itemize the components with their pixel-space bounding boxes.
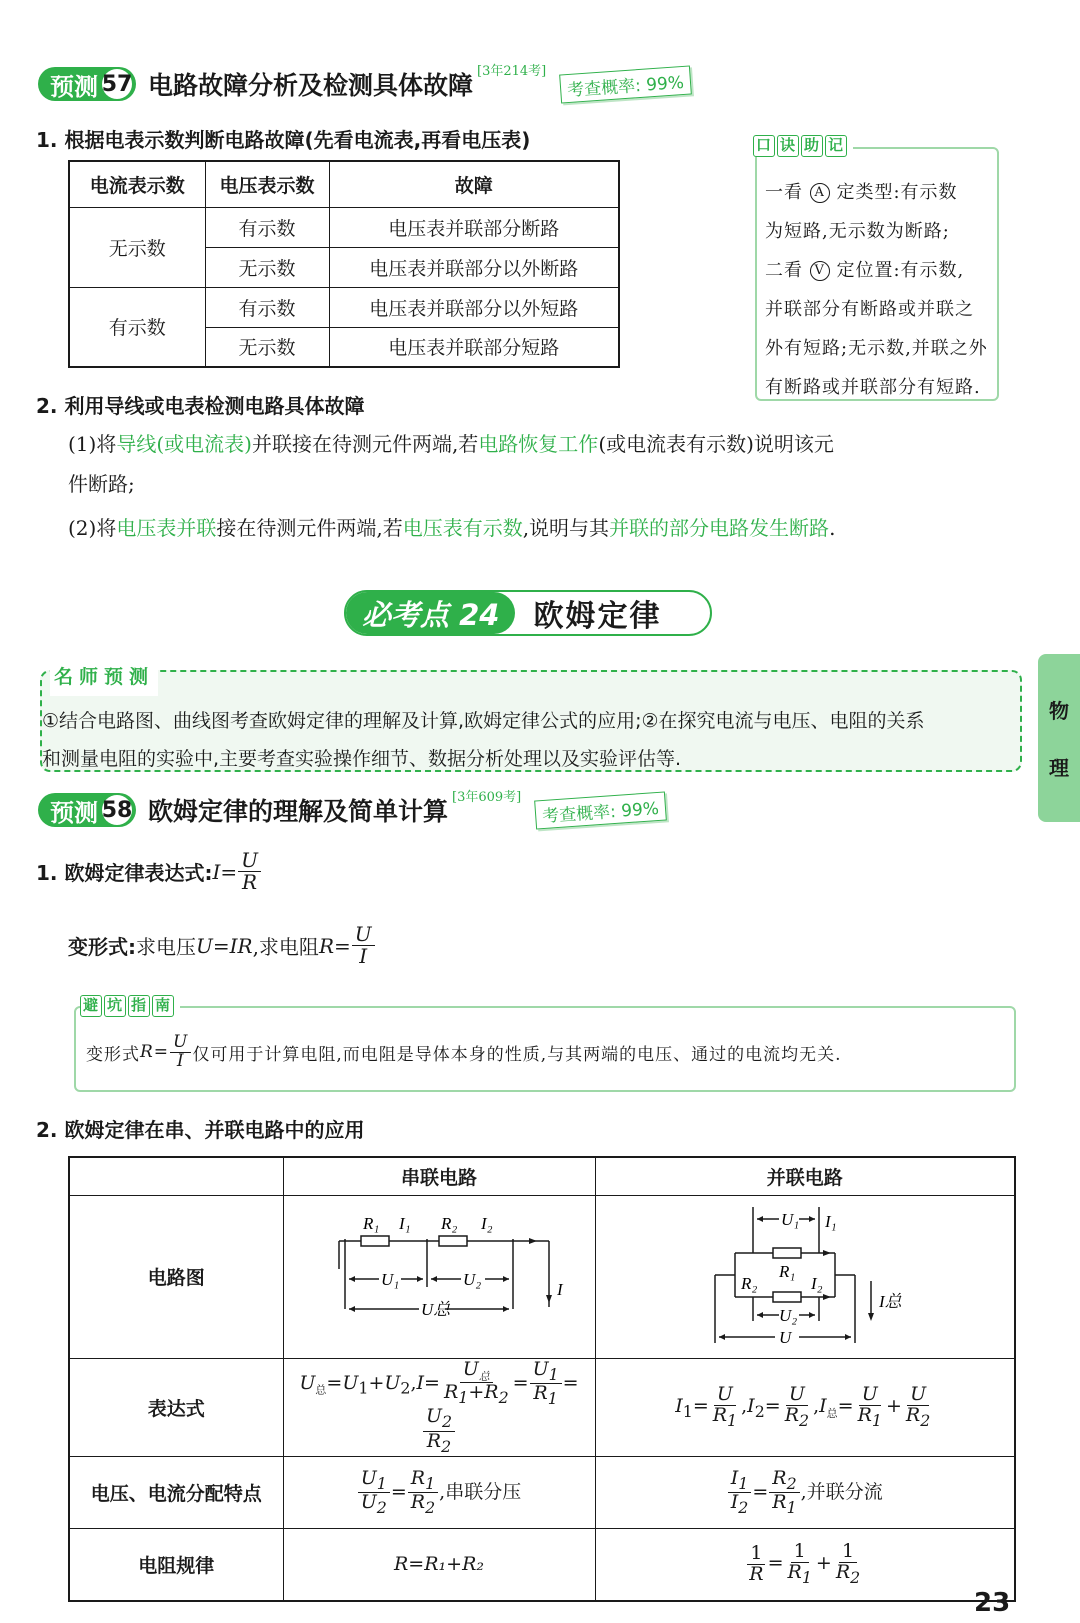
mnemonic-tag: 口 诀 助 记 — [753, 135, 853, 157]
teacher-line: 和测量电阻的实验中,主要考查实验操作细节、数据分析处理以及实验评估等. — [42, 748, 682, 770]
label-R2: R₂ — [740, 1273, 758, 1293]
table-cell: 无示数 — [205, 327, 329, 367]
exam-probability-stamp: 考查概率: 99% — [534, 791, 667, 829]
table-cell: 无示数 — [205, 247, 329, 287]
prediction-title: 欧姆定律的理解及简单计算 — [148, 797, 449, 826]
teacher-prediction-box — [40, 666, 1022, 772]
parallel-resistance: $\frac{1}{R}$ = $\frac{1}{R_1}$ + $\frac{1}{R_2}$ — [595, 1529, 1015, 1601]
table-header: 电流表示数 — [69, 161, 205, 207]
label-I: I — [557, 1280, 563, 1299]
exam-count-note: [3年214考] — [477, 64, 547, 79]
ohm-law-expression: 1. 欧姆定律表达式: I= $\frac{U}{R}$ — [36, 850, 262, 893]
key-point-title: 欧姆定律 — [533, 599, 662, 634]
table-cell: 电压表并联部分短路 — [329, 327, 619, 367]
table-row — [69, 287, 619, 327]
parallel-circuit-diagram — [595, 1195, 1015, 1358]
section-3-heading: 2. 欧姆定律在串、并联电路中的应用 — [36, 1118, 365, 1142]
table-header: 并联电路 — [595, 1157, 1015, 1195]
table-row — [69, 1358, 1015, 1457]
prediction-title: 电路故障分析及检测具体故障 — [148, 71, 474, 100]
avoid-pitfalls-box — [74, 996, 1016, 1092]
table-row — [69, 1457, 1015, 1529]
section-1-heading: 1. 根据电表示数判断电路故障(先看电流表,再看电压表) — [36, 128, 531, 152]
series-distribution: $\frac{U_1}{U_2}$ = $\frac{R_1}{R_2}$ ,串联分压 — [283, 1457, 595, 1529]
table-cell: 电压表并联部分以外短路 — [329, 287, 619, 327]
label-U1: U₁ — [780, 1209, 799, 1229]
key-point-banner — [344, 590, 712, 636]
mnemonic-line: 外有短路;无示数,并联之外 — [765, 338, 988, 359]
exam-count-note: [3年609考] — [452, 790, 522, 805]
row-label: 电路图 — [69, 1195, 283, 1358]
table-cell: 有示数 — [205, 287, 329, 327]
table-row — [69, 207, 619, 247]
subject-tab-physics[interactable]: 物 理 — [1038, 654, 1080, 822]
page-number: 23 — [974, 1588, 1011, 1618]
teacher-prediction-tag: 名师预测 — [50, 658, 158, 696]
table-header: 故障 — [329, 161, 619, 207]
table-header-row — [69, 161, 619, 207]
series-circuit-diagram — [283, 1195, 595, 1358]
label-Utotal: U总 — [421, 1300, 451, 1319]
parallel-expression: $I_1=$ $\frac{U}{R_1}$ $,I_2=$ $\frac{U}{R_2}$ $,I_总=$ $\frac{U}{R_1}$ + $\frac{U}{R_2}$ — [595, 1358, 1015, 1457]
series-parallel-table — [68, 1156, 1016, 1602]
table-header-row — [69, 1157, 1015, 1195]
table-row — [69, 1529, 1015, 1601]
label-U: U — [778, 1327, 792, 1347]
prediction-57-heading — [38, 66, 691, 102]
paragraph-2: (2)将电压表并联接在待测元件两端,若电压表有示数,说明与其并联的部分电路发生断路. — [68, 516, 836, 540]
prediction-badge: 预测 58 — [38, 793, 136, 827]
exam-probability-stamp: 考查概率: 99% — [559, 65, 692, 103]
mnemonic-box — [755, 136, 999, 401]
label-U2: U₂ — [463, 1270, 482, 1289]
prediction-58-heading — [38, 792, 666, 828]
parallel-distribution: $\frac{I_1}{I_2}$ = $\frac{R_2}{R_1}$ ,并联分流 — [595, 1457, 1015, 1529]
mnemonic-line: 为短路,无示数为断路; — [765, 221, 950, 242]
label-U2: U₂ — [778, 1305, 797, 1325]
fault-table — [68, 160, 620, 368]
avoid-pitfalls-tag: 避 坑 指 南 — [80, 995, 180, 1017]
table-header: 串联电路 — [283, 1157, 595, 1195]
paragraph-1: (1)将导线(或电流表)并联接在待测元件两端,若电路恢复工作(或电流表有示数)说明该元 件断路; — [68, 432, 834, 496]
teacher-line: ①结合电路图、曲线图考查欧姆定律的理解及计算,欧姆定律公式的应用;②在探究电流与电压、电阻的关系 — [42, 710, 925, 732]
table-cell: 无示数 — [69, 207, 205, 287]
series-resistance: R=R₁+R₂ — [283, 1529, 595, 1601]
label-I2: I₂ — [810, 1273, 823, 1293]
label-I1: I₁ — [824, 1211, 837, 1231]
row-label: 电阻规律 — [69, 1529, 283, 1601]
label-R2: R₂ — [441, 1214, 458, 1233]
key-point-label: 必考点 24 — [346, 592, 515, 634]
series-expression: $U_总=U_1+U_2,I=$ $\frac{U_总}{R_1+R_2}$ = $\frac{U_1}{R_1}$ = $\frac{U_2}{R_2}$ — [283, 1358, 595, 1457]
ohm-law-variants: 变形式: 求电压 U=IR ,求电阻 R= $\frac{U}{I}$ — [68, 924, 376, 967]
table-cell: 有示数 — [69, 287, 205, 367]
label-I2: I₂ — [481, 1214, 493, 1233]
label-U1: U₁ — [381, 1270, 400, 1289]
voltmeter-symbol: V — [810, 261, 830, 281]
avoid-pitfalls-text: 变形式 R= $\frac{U}{I}$ 仅可用于计算电阻,而电阻是导体本身的性质,与其两端的电压、通过的电流均无关. — [86, 1032, 842, 1071]
section-2-heading: 2. 利用导线或电表检测电路具体故障 — [36, 394, 365, 418]
label-R1: R₁ — [778, 1261, 796, 1281]
prediction-badge: 预测 57 — [38, 67, 136, 101]
ammeter-symbol: A — [810, 183, 830, 203]
mnemonic-line: 并联部分有断路或并联之 — [765, 299, 974, 320]
label-Itotal: I总 — [878, 1291, 902, 1311]
table-cell: 电压表并联部分断路 — [329, 207, 619, 247]
label-R1: R₁ — [363, 1214, 380, 1233]
table-cell: 电压表并联部分以外断路 — [329, 247, 619, 287]
table-cell: 有示数 — [205, 207, 329, 247]
table-row — [69, 1195, 1015, 1358]
table-header: 电压表示数 — [205, 161, 329, 207]
label-I1: I₁ — [399, 1214, 411, 1233]
row-label: 电压、电流分配特点 — [69, 1457, 283, 1529]
mnemonic-line: 有断路或并联部分有短路. — [765, 377, 981, 398]
mnemonic-line: 二看 V 定位置:有示数, — [765, 260, 965, 281]
row-label: 表达式 — [69, 1358, 283, 1457]
mnemonic-line: 一看 A 定类型:有示数 — [765, 182, 958, 203]
